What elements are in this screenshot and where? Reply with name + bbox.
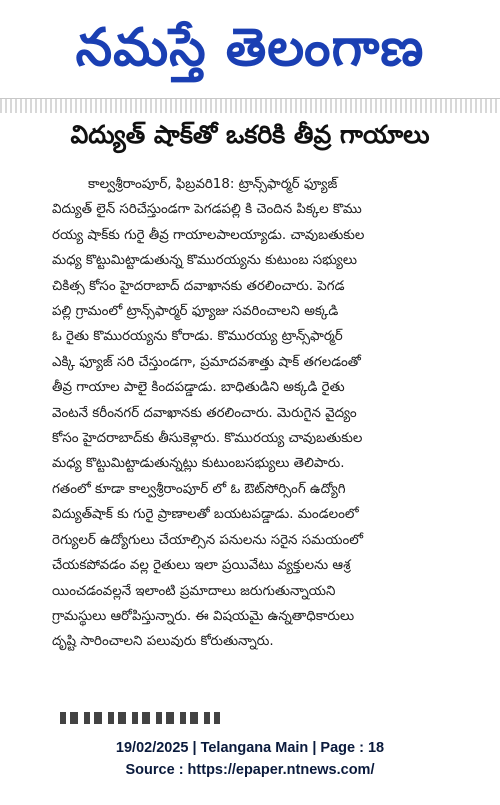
edition-info: 19/02/2025 | Telangana Main | Page : 18 — [115, 740, 385, 756]
article-line: కోసం హైదరాబాద్‌కు తీసుకెళ్లారు. కొమురయ్య చావుబతుకుల — [52, 431, 363, 447]
article-line: గతంలో కూడా కాల్వశ్రీరాంపూర్ లో ఓ ఔట్‌సోర్సింగ్ ఉద్యోగి — [52, 481, 346, 497]
article-line: పల్లి గ్రామంలో ట్రాన్స్‌ఫార్మర్ ఫ్యూజు సవరించాలని అక్కడి — [52, 304, 339, 320]
article-line: ఓ రైతు కొమురయ్యను కోరాడు. కొమురయ్య ట్రాన్స్‌ఫార్మర్ — [52, 329, 343, 345]
masthead-divider — [0, 98, 500, 113]
truncated-next-headline — [60, 712, 220, 724]
article-line: విద్యుత్ లైన్ సరిచేస్తుండగా పెగడపల్లి కి చెందిన పిక్కల కొము — [52, 202, 362, 218]
article-clipping — [0, 112, 500, 724]
article-line: చికిత్స కోసం హైదరాబాద్ దవాఖానకు తరలించారు. పెగడ — [52, 278, 345, 294]
article-line: విద్యుత్‌షాక్ కు గురై ప్రాణాలతో బయటపడ్డాడు. మండలంలో — [52, 507, 359, 523]
article-line: గ్రామస్థులు ఆరోపిస్తున్నారు. ఈ విషయమై ఉన్నతాధికారులు — [52, 608, 355, 624]
article-line: మధ్య కొట్టుమిట్టాడుతున్నట్లు కుటుంబసభ్యులు తెలిపారు. — [52, 456, 345, 472]
article-line: రెగ్యులర్ ఉద్యోగులు చేయాల్సిన పనులను సరైన సమయంలో — [52, 532, 364, 548]
article-body — [52, 172, 488, 655]
article-line: దృష్టి సారించాలని పలువురు కోరుతున్నారు. — [52, 634, 274, 650]
article-line: వెంటనే కరీంనగర్ దవాఖానకు తరలించారు. మెరుగైన వైద్యం — [52, 405, 357, 421]
masthead-title: నమస్తే తెలంగాణ — [75, 18, 425, 78]
article-line: ఎక్కి ఫ్యూజ్ సరి చేస్తుండగా, ప్రమాదవశాత్తు షాక్ తగలడంతో — [52, 354, 361, 370]
article-line: మధ్య కొట్టుమిట్టాడుతున్న కొమురయ్యను కుటుంబ సభ్యులు — [52, 253, 357, 269]
masthead — [0, 0, 500, 96]
article-line: చేయకపోవడం వల్ల రైతులు ఇలా ప్రయివేటు వ్యక్తులను ఆశ్ర — [52, 558, 351, 574]
article-headline: విద్యుత్ షాక్‌తో ఒకరికి తీవ్ర గాయాలు — [70, 120, 430, 149]
source-info: Source : https://epaper.ntnews.com/ — [125, 762, 375, 778]
article-line: రయ్య షాక్‌కు గురై తీవ్ర గాయాలపాలయ్యాడు. చావుబతుకుల — [52, 227, 365, 243]
article-line: తీవ్ర గాయాల పాలై కిందపడ్డాడు. బాధితుడిని అక్కడి రైతు — [52, 380, 345, 396]
article-line: కాల్వశ్రీరాంపూర్, ఫిబ్రవరి18: ట్రాన్స్‌ఫార్మర్ ఫ్యూజ్ — [88, 177, 338, 192]
clipping-footer — [0, 728, 500, 805]
article-line: యించడంవల్లనే ఇలాంటి ప్రమాదాలు జరుగుతున్నాయని — [52, 583, 336, 599]
